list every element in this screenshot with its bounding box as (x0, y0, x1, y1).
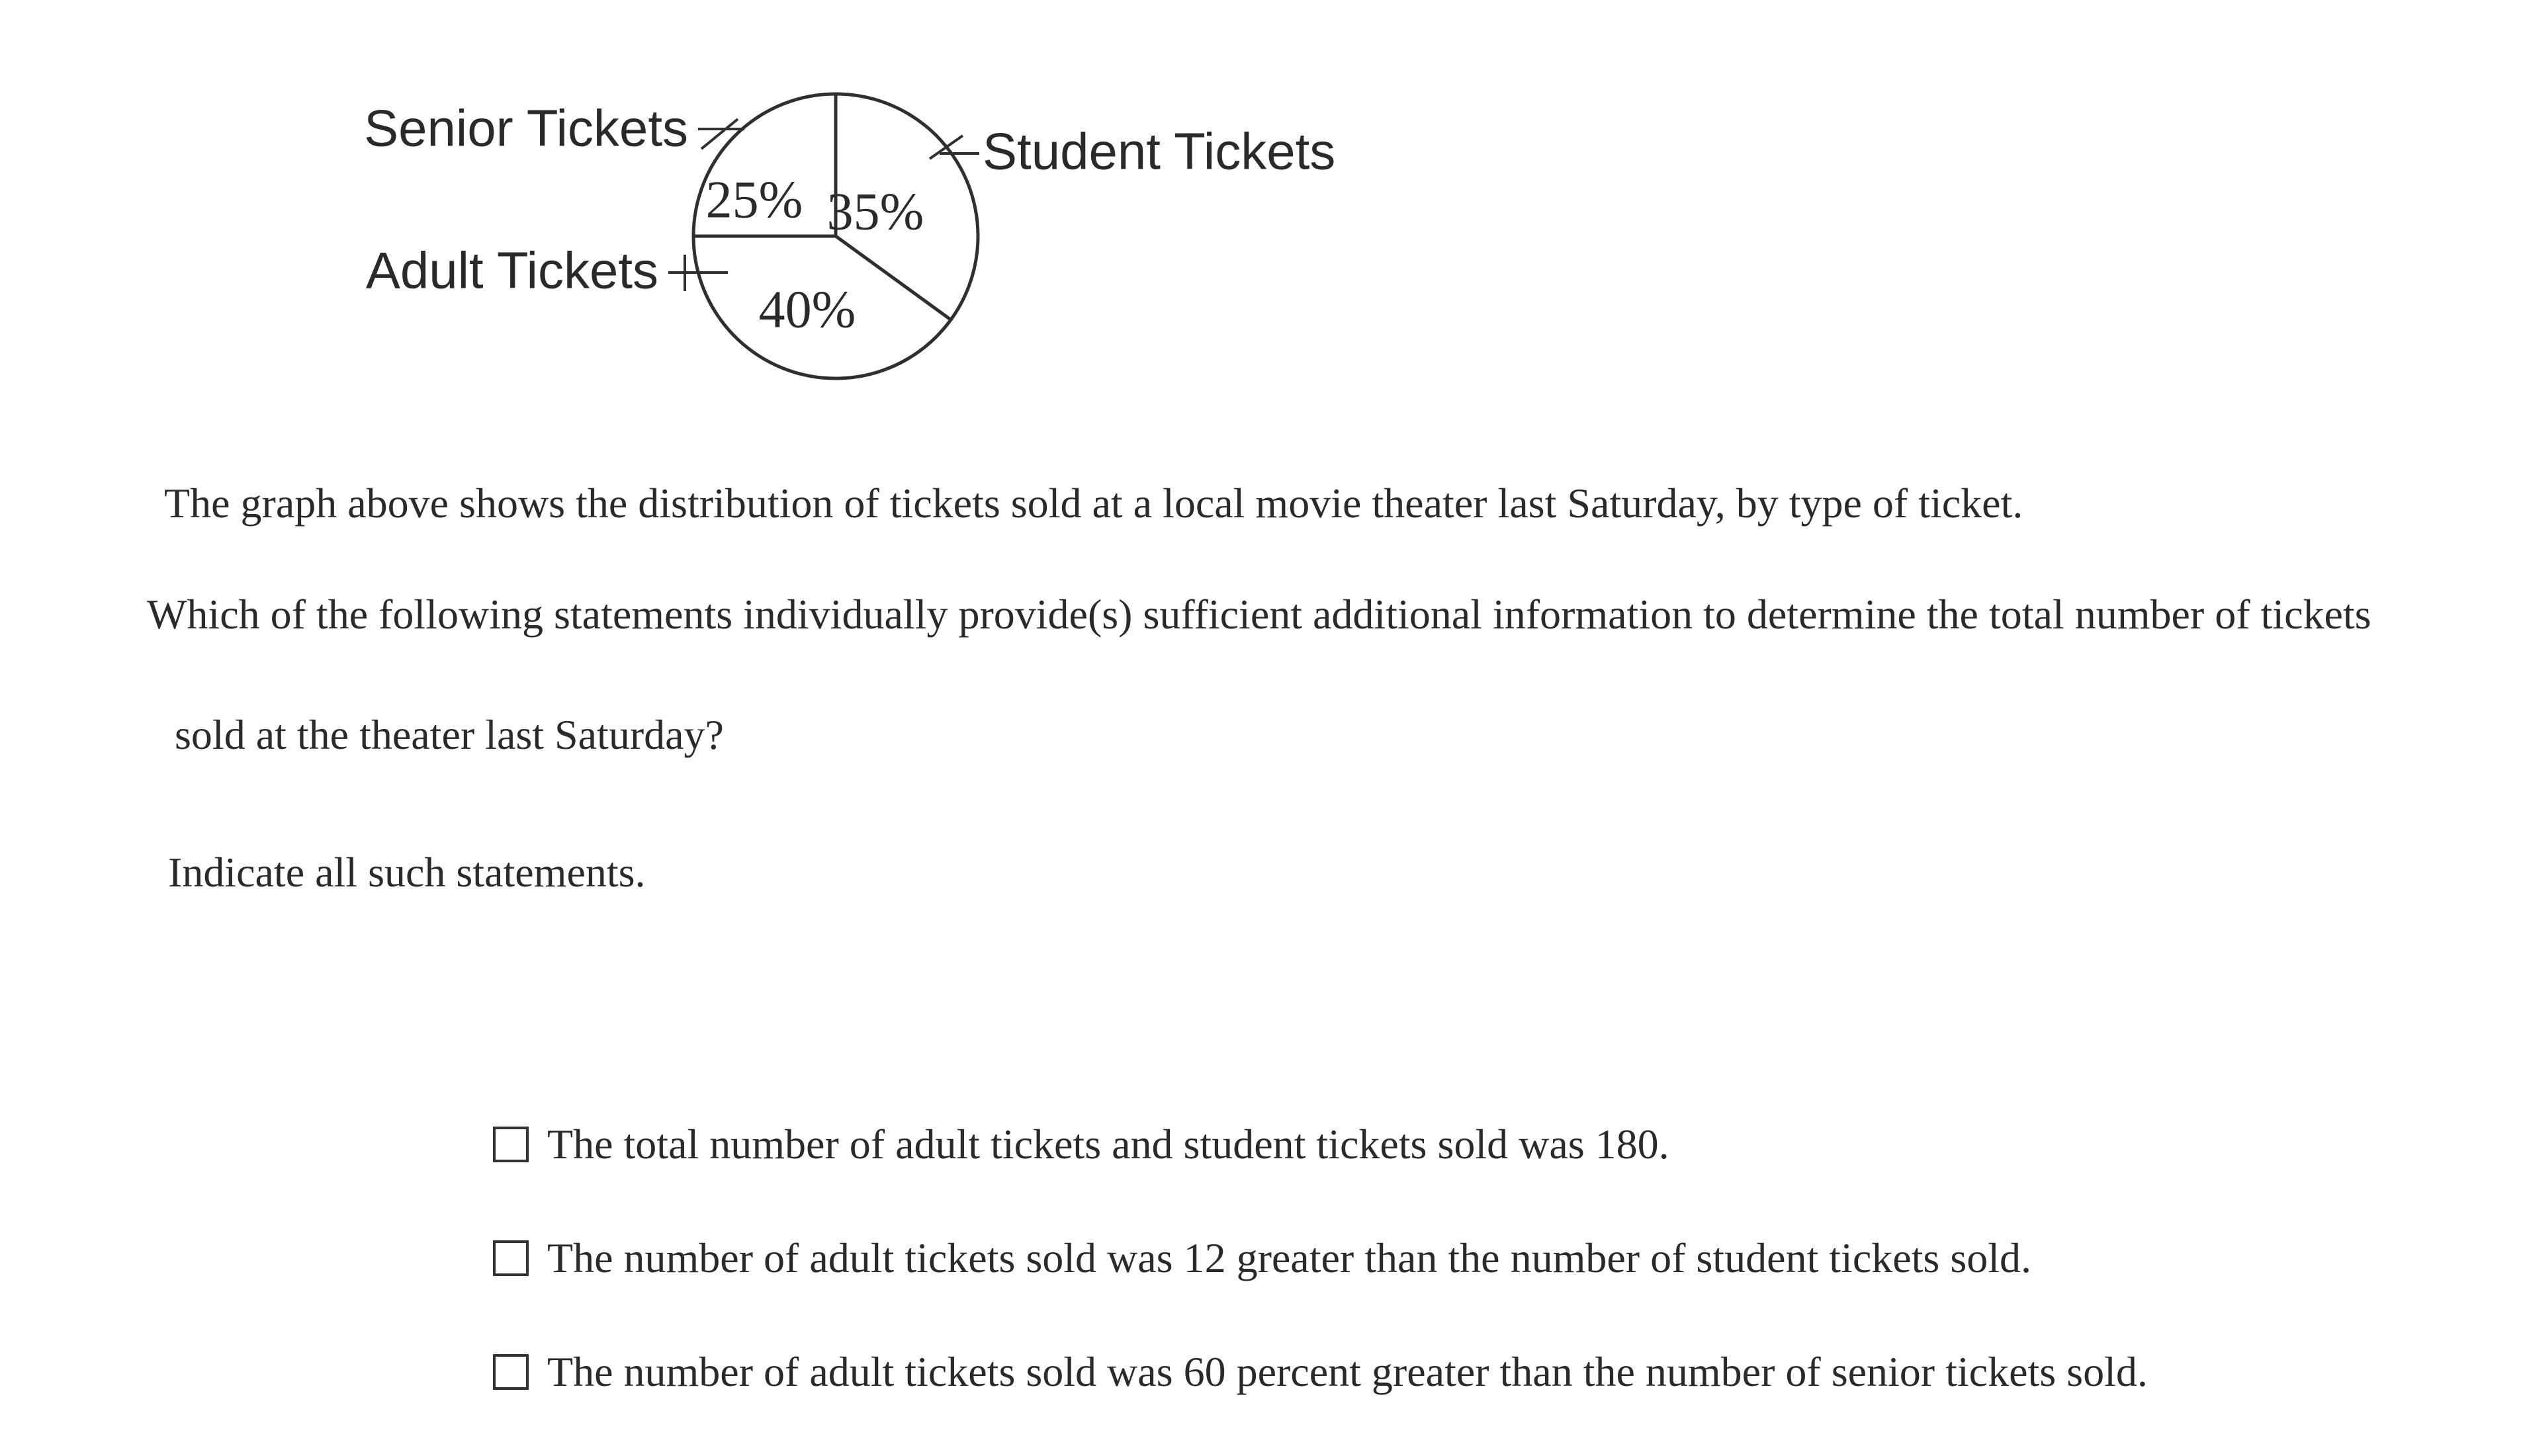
category-label-adult: Adult Tickets (365, 241, 658, 300)
answer-checkbox-1[interactable] (493, 1127, 529, 1162)
pie-chart-figure (331, 73, 1456, 404)
answer-checkbox-3[interactable] (493, 1354, 529, 1390)
question-intro: The graph above shows the distribution of tickets sold at a local movie theater last Saturday, by type of ticket. (164, 480, 2023, 527)
question-instruction: Indicate all such statements. (168, 849, 646, 896)
pie-chart (331, 73, 1456, 404)
category-label-senior: Senior Tickets (364, 99, 688, 157)
answer-label-1[interactable]: The total number of adult tickets and student tickets sold was 180. (547, 1121, 1669, 1168)
answer-option-1[interactable] (493, 1115, 2148, 1174)
pie-slice-label-senior: 25% (705, 171, 803, 230)
pie-slice-label-student: 35% (826, 183, 924, 241)
answer-options (493, 1115, 2148, 1456)
answer-label-3[interactable]: The number of adult tickets sold was 60 percent greater than the number of senior tickets sold. (547, 1348, 2148, 1395)
pie-slice-label-adult: 40% (758, 280, 856, 339)
answer-label-2[interactable]: The number of adult tickets sold was 12 greater than the number of student tickets sold. (547, 1234, 2031, 1281)
answer-option-2[interactable] (493, 1228, 2148, 1288)
answer-option-3[interactable] (493, 1342, 2148, 1402)
question-prompt-line-1: Which of the following statements individually provide(s) sufficient additional information to determine the total number of tickets (147, 591, 2371, 638)
answer-checkbox-2[interactable] (493, 1240, 529, 1276)
question-prompt-line-2: sold at the theater last Saturday? (175, 711, 724, 758)
category-label-student: Student Tickets (983, 122, 1336, 181)
